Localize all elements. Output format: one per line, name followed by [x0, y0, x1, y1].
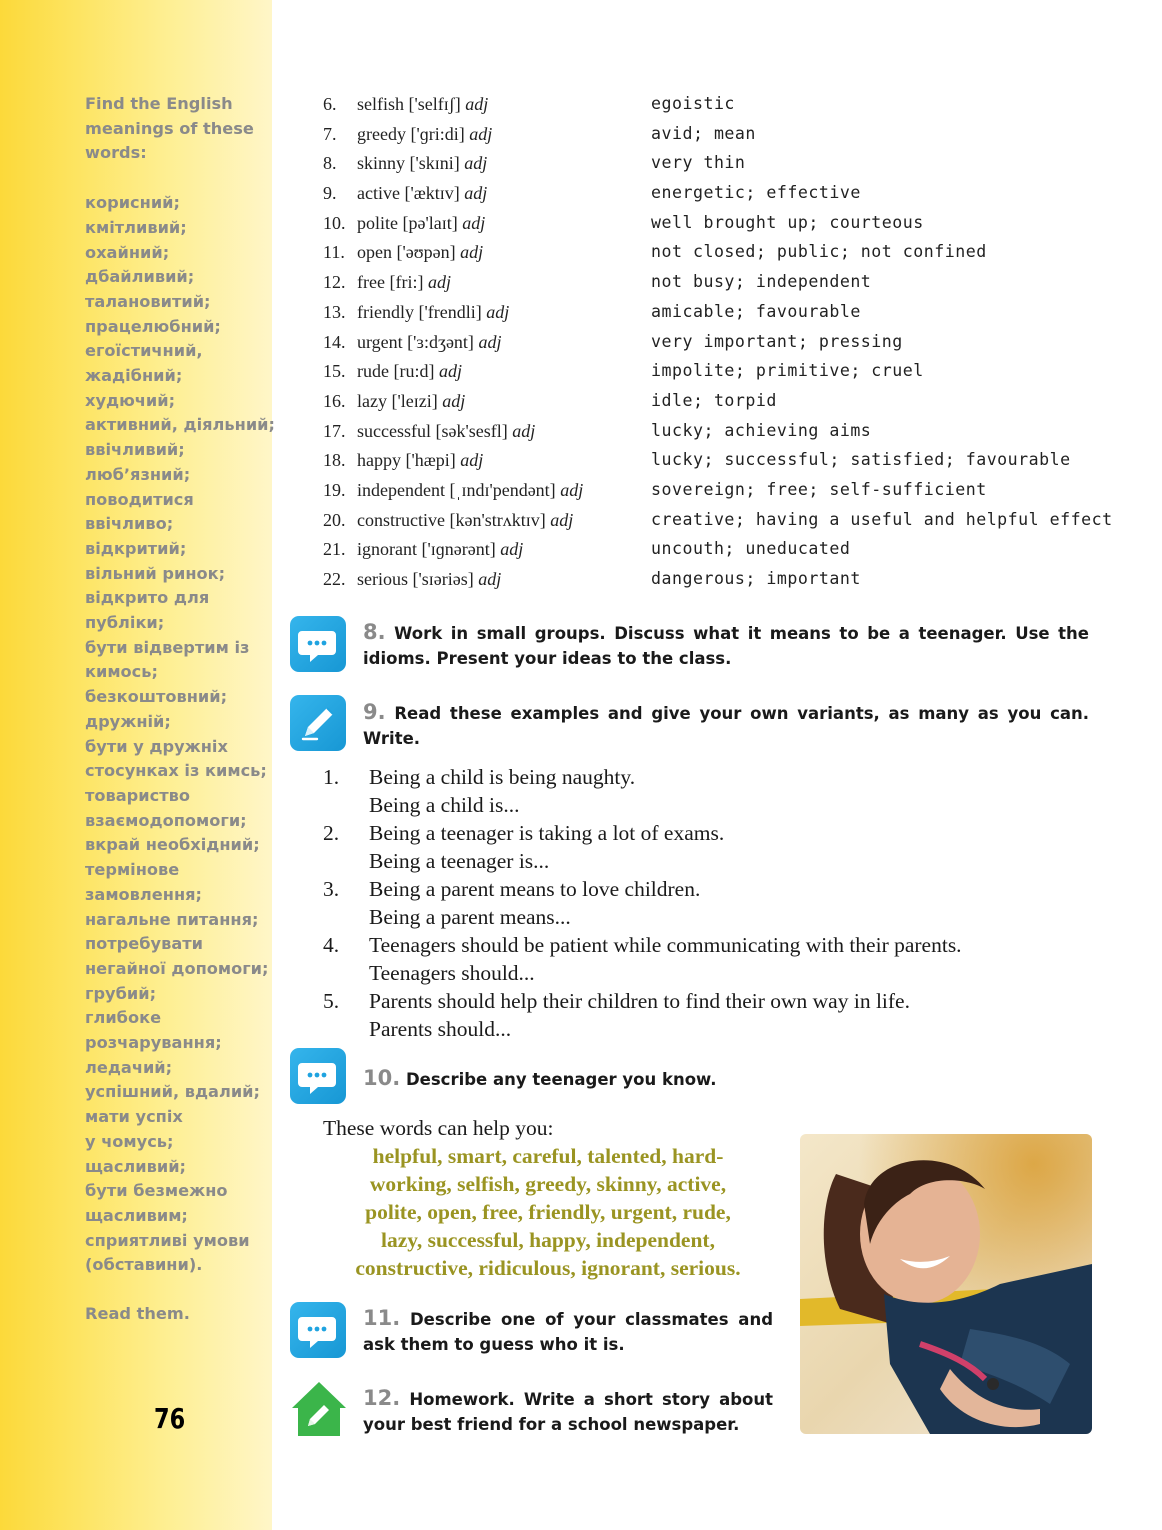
vocab-headword: open ['əʊpən] — [357, 242, 456, 263]
vocab-headword: rude [ru:d] — [357, 361, 435, 382]
vocab-number: 15. — [323, 361, 346, 382]
example-sentence: Being a teenager is taking a lot of exams. — [369, 821, 725, 845]
sidebar-word-line: мати успіх — [85, 1107, 183, 1127]
vocab-word — [357, 508, 573, 532]
sidebar-heading-line: words: — [85, 143, 147, 163]
examples-list — [323, 763, 1093, 1043]
sidebar-word-line: дбайливий; — [85, 267, 195, 287]
example-item — [323, 987, 1093, 1043]
house-pencil-icon — [288, 1378, 350, 1440]
sidebar-word-line: сприятливі умови — [85, 1230, 250, 1250]
vocab-meaning: very important; pressing — [651, 331, 903, 351]
vocab-word — [357, 537, 523, 561]
vocab-headword: happy ['hæpi] — [357, 450, 456, 471]
vocabulary-row — [323, 211, 1103, 241]
vocab-number: 17. — [323, 420, 346, 441]
vocab-headword: greedy ['ɡri:di] — [357, 123, 465, 144]
page-number: 76 — [154, 1402, 186, 1435]
sidebar-word-line: відкрито для — [85, 588, 210, 608]
vocab-meaning: well brought up; courteous — [651, 212, 924, 232]
task-text: Homework. Write a short story about your best friend for a school newspaper. — [363, 1390, 773, 1434]
sidebar-footer: Read them. — [85, 1304, 190, 1324]
example-prompt: Being a child is... — [369, 793, 520, 817]
vocabulary-row — [323, 151, 1103, 181]
sidebar-heading — [85, 92, 270, 166]
sidebar-word-line: успішний, вдалий; — [85, 1082, 260, 1102]
sidebar-word-line: відкритий; — [85, 538, 187, 558]
task-10 — [363, 1066, 963, 1092]
vocab-headword: lazy ['leɪzi] — [357, 390, 438, 411]
sidebar-word-line: безкоштовний; — [85, 687, 228, 707]
example-prompt: Being a parent means... — [369, 905, 571, 929]
vocabulary-row — [323, 419, 1103, 449]
vocab-part-of-speech: adj — [442, 390, 466, 411]
vocab-meaning: uncouth; uneducated — [651, 539, 851, 559]
vocabulary-row — [323, 567, 1103, 597]
example-prompt: Parents should... — [369, 1017, 512, 1041]
sidebar-word-line: люб’язний; — [85, 464, 191, 484]
vocabulary-row — [323, 181, 1103, 211]
task-text: Describe one of your classmates and ask them to guess who it is. — [363, 1310, 774, 1354]
task-text: Work in small groups. Discuss what it means to be a teenager. Use the idioms. Present your ideas to the class. — [363, 624, 1089, 668]
sidebar-text — [85, 92, 275, 1327]
task-12 — [363, 1386, 773, 1437]
vocab-headword: serious ['sɪəriəs] — [357, 569, 474, 589]
sidebar-word-line: егоїстичний, — [85, 341, 203, 361]
vocab-number: 8. — [323, 153, 337, 174]
speech-bubble-icon — [290, 1302, 346, 1358]
vocab-number: 11. — [323, 242, 345, 263]
vocab-part-of-speech: adj — [438, 361, 462, 382]
task-number: 12. — [363, 1386, 401, 1410]
sidebar-word-line: щасливий; — [85, 1156, 187, 1176]
help-word-line: lazy, successful, happy, independent, — [381, 1228, 715, 1252]
vocab-headword: constructive [kən'strʌktɪv] — [357, 509, 546, 530]
help-word-line: polite, open, free, friendly, urgent, rude, — [365, 1200, 731, 1224]
vocab-word — [357, 389, 465, 413]
sidebar-word-line: активний, діяльний; — [85, 415, 275, 435]
task-number: 11. — [363, 1306, 401, 1330]
speech-bubble-icon — [290, 616, 346, 672]
task-text: Describe any teenager you know. — [405, 1070, 717, 1089]
vocab-meaning: dangerous; important — [651, 569, 861, 588]
vocab-meaning: lucky; successful; satisfied; favourable — [651, 450, 1071, 470]
vocabulary-row — [323, 448, 1103, 478]
task-11 — [363, 1306, 773, 1357]
vocab-meaning: sovereign; free; self-sufficient — [651, 479, 987, 499]
vocabulary-row — [323, 508, 1113, 538]
vocab-headword: urgent ['ɜ:dʒənt] — [357, 331, 474, 352]
example-number: 2. — [323, 821, 340, 845]
sidebar-word-line: корисний; — [85, 193, 180, 213]
sidebar-word-line: бути безмежно — [85, 1181, 228, 1201]
sidebar-word-line: вкрай необхідний; — [85, 835, 260, 855]
vocab-part-of-speech: adj — [560, 479, 584, 500]
vocab-meaning: lucky; achieving aims — [651, 420, 872, 440]
sidebar-word-line: щасливим; — [85, 1205, 188, 1225]
vocab-word — [357, 330, 501, 354]
vocabulary-row — [323, 478, 1103, 508]
example-sentence: Being a child is being naughty. — [369, 765, 636, 789]
vocab-number: 6. — [323, 94, 337, 114]
vocab-part-of-speech: adj — [465, 94, 489, 114]
vocab-word — [357, 419, 535, 443]
task-number: 8. — [363, 620, 386, 644]
sidebar-word-line: замовлення; — [85, 884, 202, 904]
vocab-word — [357, 240, 483, 264]
vocab-meaning: not closed; public; not confined — [651, 242, 987, 262]
help-word-line: helpful, smart, careful, talented, hard- — [372, 1144, 724, 1168]
vocab-meaning: amicable; favourable — [651, 301, 861, 321]
vocab-word — [357, 448, 483, 472]
sidebar-word-line: жадібний; — [85, 366, 183, 386]
sidebar-word-line: публіки; — [85, 613, 165, 633]
vocab-word — [357, 151, 487, 175]
sidebar-word-line: негайної допомоги; — [85, 958, 269, 978]
sidebar-word-line: у чомусь; — [85, 1131, 174, 1151]
sidebar-word-line: поводитися — [85, 489, 194, 509]
vocabulary-row — [323, 270, 1103, 300]
sidebar-word-line: ввічливий; — [85, 440, 185, 460]
vocabulary-row — [323, 359, 1103, 389]
vocab-number: 14. — [323, 331, 346, 352]
vocab-headword: selfish ['selfɪʃ] — [357, 94, 461, 114]
sidebar-word-line: працелюбний; — [85, 316, 221, 336]
pen-icon — [290, 695, 346, 751]
example-prompt: Teenagers should... — [369, 961, 535, 985]
task-number: 9. — [363, 700, 386, 724]
sidebar-word-line: бути у дружніх — [85, 736, 228, 756]
sidebar — [0, 0, 275, 1530]
example-sentence: Parents should help their children to find their own way in life. — [369, 989, 910, 1013]
vocabulary-row — [323, 389, 1103, 419]
vocab-part-of-speech: adj — [460, 242, 484, 263]
vocabulary-row — [323, 330, 1103, 360]
sidebar-word-line: дружній; — [85, 711, 171, 731]
sidebar-word-line: талановитий; — [85, 291, 211, 311]
task-text: Read these examples and give your own variants, as many as you can. Write. — [363, 704, 1090, 748]
example-number: 1. — [323, 765, 340, 789]
vocab-number: 20. — [323, 509, 346, 530]
help-word-line: working, selfish, greedy, skinny, active, — [369, 1172, 727, 1196]
vocab-headword: friendly ['frendli] — [357, 301, 482, 322]
example-item — [323, 819, 1093, 875]
vocab-headword: free [fri:] — [357, 272, 424, 293]
vocab-meaning: not busy; independent — [651, 272, 872, 292]
vocab-number: 12. — [323, 272, 346, 293]
task-9 — [363, 700, 1089, 751]
vocab-word — [357, 211, 485, 235]
sidebar-word-line: нагальне питання; — [85, 909, 259, 929]
vocab-meaning: egoistic — [651, 94, 735, 113]
sidebar-heading-line: meanings of these — [85, 118, 254, 138]
vocab-word — [357, 478, 583, 502]
sidebar-word-line: бути відвертим із — [85, 637, 250, 657]
vocab-part-of-speech: adj — [478, 569, 502, 589]
vocab-meaning: creative; having a useful and helpful effect — [651, 509, 1113, 529]
sidebar-word-line: термінове — [85, 860, 180, 880]
vocab-number: 7. — [323, 123, 337, 144]
vocab-part-of-speech: adj — [464, 153, 488, 174]
vocab-meaning: avid; mean — [651, 123, 756, 143]
vocab-number: 16. — [323, 390, 346, 411]
example-sentence: Being a parent means to love children. — [369, 877, 701, 901]
sidebar-word-line: вільний ринок; — [85, 563, 226, 583]
vocab-part-of-speech: adj — [460, 450, 484, 471]
vocab-part-of-speech: adj — [462, 212, 486, 233]
task-8 — [363, 620, 1089, 671]
help-word-list — [320, 1142, 776, 1282]
help-word-line: constructive, ridiculous, ignorant, serious. — [355, 1256, 741, 1280]
vocab-part-of-speech: adj — [464, 183, 488, 204]
vocab-part-of-speech: adj — [512, 420, 536, 441]
sidebar-heading-line: Find the English — [85, 94, 233, 113]
sidebar-word-line: глибоке — [85, 1008, 162, 1028]
vocab-headword: polite [pə'laɪt] — [357, 212, 458, 233]
vocab-word — [357, 92, 488, 116]
teenager-photo — [800, 1134, 1092, 1434]
example-number: 5. — [323, 989, 340, 1013]
vocab-headword: ignorant ['ɪɡnərənt] — [357, 539, 496, 560]
task-number: 10. — [363, 1066, 401, 1090]
sidebar-word-line: ледачий; — [85, 1057, 173, 1077]
vocab-number: 18. — [323, 450, 346, 471]
vocab-word — [357, 359, 462, 383]
sidebar-word-line: кимось; — [85, 662, 158, 682]
vocab-word — [357, 122, 492, 146]
vocabulary-row — [323, 300, 1103, 330]
vocab-meaning: idle; torpid — [651, 390, 777, 410]
sidebar-word-line: розчарування; — [85, 1033, 222, 1053]
sidebar-word-line: кмітливий; — [85, 217, 187, 237]
vocab-part-of-speech: adj — [486, 301, 510, 322]
vocab-word — [357, 181, 487, 205]
vocab-number: 10. — [323, 212, 346, 233]
sidebar-word-line: взаємодопомоги; — [85, 810, 247, 830]
vocab-number: 22. — [323, 569, 346, 589]
vocab-word — [357, 270, 451, 294]
vocab-headword: active ['æktɪv] — [357, 183, 460, 204]
vocab-word — [357, 567, 501, 591]
vocab-number: 9. — [323, 183, 337, 204]
vocabulary-row — [323, 92, 1103, 122]
example-item — [323, 931, 1093, 987]
vocabulary-list — [323, 92, 1113, 597]
example-number: 4. — [323, 933, 340, 957]
vocab-meaning: energetic; effective — [651, 183, 861, 203]
vocab-word — [357, 300, 509, 324]
sidebar-word-line: охайний; — [85, 242, 170, 262]
vocab-headword: skinny ['skɪni] — [357, 153, 460, 174]
vocabulary-row — [323, 122, 1103, 152]
help-intro: These words can help you: — [323, 1116, 554, 1140]
example-prompt: Being a teenager is... — [369, 849, 550, 873]
example-number: 3. — [323, 877, 340, 901]
vocab-number: 21. — [323, 539, 346, 560]
sidebar-word-line: товариство — [85, 785, 190, 805]
vocab-part-of-speech: adj — [469, 123, 493, 144]
vocab-number: 13. — [323, 301, 346, 322]
example-item — [323, 875, 1093, 931]
vocab-part-of-speech: adj — [427, 272, 451, 293]
sidebar-word-line: ввічливо; — [85, 514, 174, 534]
example-item — [323, 763, 1093, 819]
speech-bubble-icon — [290, 1048, 346, 1104]
sidebar-word-list — [85, 191, 275, 1278]
vocab-headword: successful [sək'sesfl] — [357, 420, 508, 441]
sidebar-word-line: грубий; — [85, 983, 157, 1003]
vocab-part-of-speech: adj — [478, 331, 502, 352]
sidebar-word-line: потребувати — [85, 934, 203, 954]
vocab-meaning: impolite; primitive; cruel — [651, 361, 924, 381]
sidebar-word-line: худючий; — [85, 390, 176, 410]
vocab-part-of-speech: adj — [500, 539, 524, 560]
vocabulary-row — [323, 240, 1103, 270]
vocab-part-of-speech: adj — [550, 509, 574, 530]
vocabulary-row — [323, 537, 1103, 567]
vocab-headword: independent [ˌɪndɪ'pendənt] — [357, 479, 556, 500]
vocab-number: 19. — [323, 479, 346, 500]
vocab-meaning: very thin — [651, 153, 746, 173]
sidebar-word-line: стосунках із кимсь; — [85, 761, 267, 781]
sidebar-word-line: (обставини). — [85, 1255, 203, 1275]
example-sentence: Teenagers should be patient while communicating with their parents. — [369, 933, 962, 957]
